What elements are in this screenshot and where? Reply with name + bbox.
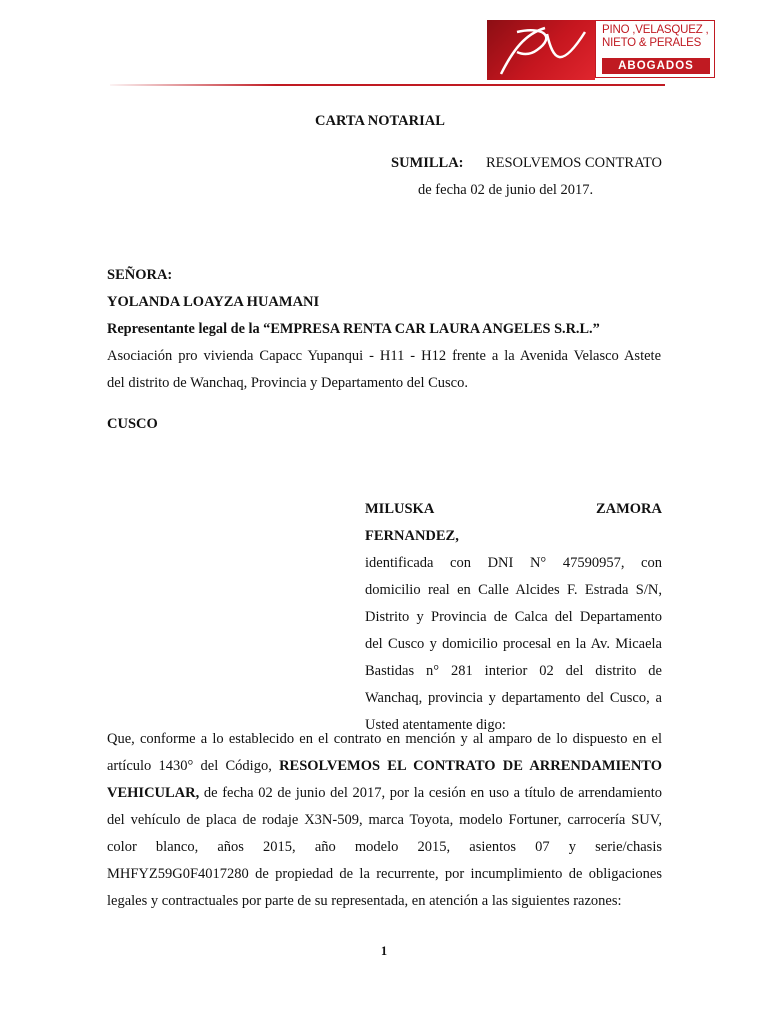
- sender-line: domicilio real en Calle Alcides F. Estrada S/N,: [365, 582, 662, 598]
- recipient-city: CUSCO: [107, 416, 158, 432]
- sender-line: identificada con DNI N° 47590957, con: [365, 555, 662, 571]
- letter-title: CARTA NOTARIAL: [315, 113, 445, 129]
- logo-monogram: [487, 20, 595, 80]
- body-line: [107, 780, 662, 807]
- logo-line-2: NIETO & PERALES: [602, 37, 702, 49]
- sender-line: Distrito y Provincia de Calca del Departamento: [365, 609, 662, 625]
- logo-monogram-text: PV: [491, 35, 494, 37]
- sumilla: [391, 150, 662, 177]
- body-line: MHFYZ59G0F4017280 de propiedad de la recurrente, por incumplimiento de obligaciones: [107, 866, 662, 882]
- logo-line-1: PINO ,VELASQUEZ ,: [602, 24, 709, 36]
- sender-block: [365, 496, 662, 739]
- sender-line: del Cusco y domicilio procesal en la Av. Micaela: [365, 636, 662, 652]
- address-line-1: Asociación pro vivienda Capacc Yupanqui - H11 - H12 frente a la Avenida Velasco Astete: [107, 348, 661, 364]
- logo-wordmark: [595, 20, 715, 78]
- page-number: 1: [380, 944, 388, 958]
- sumilla-text: RESOLVEMOS CONTRATO: [485, 155, 662, 171]
- sumilla-label: SUMILLA:: [391, 155, 464, 171]
- body-line: color blanco, años 2015, año modelo 2015, asientos 07 y serie/chasis: [107, 839, 662, 855]
- header-divider: [110, 84, 665, 86]
- pv-logo-icon: [487, 20, 595, 80]
- body-paragraph: [107, 726, 662, 915]
- address-line-2: del distrito de Wanchaq, Provincia y Departamento del Cusco.: [107, 375, 468, 391]
- sender-name: MILUSKA ZAMORA FERNANDEZ,: [365, 501, 662, 544]
- body-line-3-text: de fecha 02 de junio del 2017, por la cesión en uso a título de arrendamiento: [199, 785, 662, 801]
- sender-line: Usted atentamente digo:: [365, 717, 506, 733]
- sender-line: Wanchaq, provincia y departamento del Cusco, a: [365, 690, 662, 706]
- body-line: legales y contractuales por parte de su representada, en atención a las siguientes razones:: [107, 893, 622, 909]
- sumilla-date: de fecha 02 de junio del 2017.: [418, 182, 594, 198]
- body-line: del vehículo de placa de rodaje X3N-509, marca Toyota, modelo Fortuner, carrocería SUV,: [107, 812, 662, 828]
- recipient-name: YOLANDA LOAYZA HUAMANI: [107, 294, 320, 310]
- resolution-heading: RESOLVEMOS EL CONTRATO DE ARRENDAMIENTO: [279, 758, 662, 774]
- recipient-role: Representante legal de la “EMPRESA RENTA CAR LAURA ANGELES S.R.L.”: [107, 321, 600, 337]
- salutation: SEÑORA:: [107, 267, 173, 283]
- body-line: [107, 753, 662, 780]
- sender-line: Bastidas n° 281 interior 02 del distrito de: [365, 663, 662, 679]
- resolution-heading-cont: VEHICULAR,: [107, 785, 200, 801]
- body-line: Que, conforme a lo establecido en el contrato en mención y al amparo de lo dispuesto en el: [107, 731, 662, 747]
- body-line-2-text: artículo 1430° del Código,: [107, 758, 280, 774]
- logo-tagline: ABOGADOS: [602, 58, 710, 74]
